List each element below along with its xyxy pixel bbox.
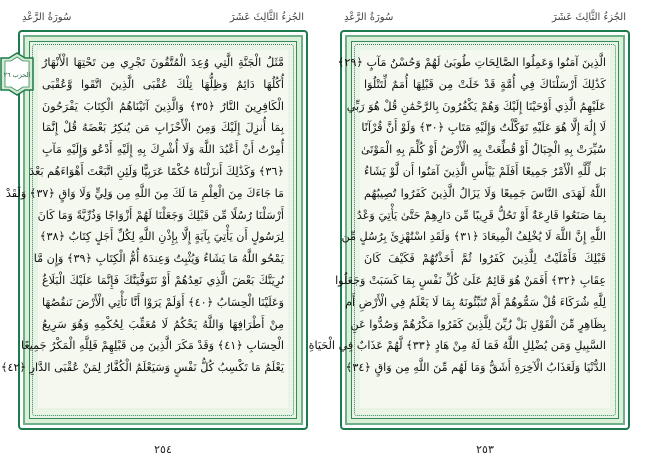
text-line: ﴿٣٦﴾ وَكَذَٰلِكَ أَنزَلْنَاهُ حُكْمًا عَرَبِيًّا وَلَئِنِ اتَّبَعْتَ أَهْوَاءَهُم بَعْدَ bbox=[29, 164, 284, 178]
text-line: اللَّهُ لَهَدَى النَّاسَ جَمِيعًا وَلَا يَزَالُ الَّذِينَ كَفَرُوا تُصِيبُهُم bbox=[364, 186, 606, 200]
text-line: الْحِسَابِ ﴿٤١﴾ وَقَدْ مَكَرَ الَّذِينَ مِن قَبْلِهِمْ فَلِلَّهِ الْمَكْرُ جَمِيعًا bbox=[21, 339, 284, 353]
text-line: قَبْلِكَ فَأَمْلَيْتُ لِلَّذِينَ كَفَرُوا ثُمَّ أَخَذْتُهُمْ فَكَيْفَ كَانَ bbox=[364, 252, 606, 266]
text-line: عَلَيْهِمُ الَّذِي أَوْحَيْنَا إِلَيْكَ وَهُمْ يَكْفُرُونَ بِالرَّحْمَٰنِ قُلْ هُوَ رَبِّي bbox=[346, 99, 606, 113]
text-line: بِمَا أُنزِلَ إِلَيْكَ وَمِنَ الْأَحْزَابِ مَن يُنكِرُ بَعْضَهُ قُلْ إِنَّمَا bbox=[42, 121, 284, 135]
hizb-label: الحزب ٢٦ bbox=[3, 71, 31, 79]
text-line: الَّذِينَ آمَنُوا وَعَمِلُوا الصَّالِحَاتِ طُوبَىٰ لَهُمْ وَحُسْنُ مَآبٍ ﴿٢٩﴾ bbox=[337, 56, 606, 69]
text-line: السَّبِيلِ وَمَن يُضْلِلِ اللَّهُ فَمَا لَهُ مِنْ هَادٍ ﴿٣٣﴾ لَّهُمْ عَذَابٌ فِي الْحَيَاةِ bbox=[308, 339, 606, 353]
text-line: مَا جَاءَكَ مِنَ الْعِلْمِ مَا لَكَ مِنَ اللَّهِ مِن وَلِيٍّ وَلَا وَاقٍ ﴿٣٧﴾ وَلَقَدْ bbox=[5, 186, 284, 200]
text-line: لَا إِلَٰهَ إِلَّا هُوَ عَلَيْهِ تَوَكَّلْتُ وَإِلَيْهِ مَتَابِ ﴿٣٠﴾ وَلَوْ أَنَّ قُرْآنًا bbox=[361, 121, 606, 135]
text-line: اللَّهِ إِنَّ اللَّهَ لَا يُخْلِفُ الْمِيعَادَ ﴿٣١﴾ وَلَقَدِ اسْتُهْزِئَ بِرُسُلٍ مِّن bbox=[341, 230, 606, 244]
text-line: يَعْلَمُ مَا تَكْسِبُ كُلُّ نَفْسٍ وَسَيَعْلَمُ الْكُفَّارُ لِمَنْ عُقْبَى الدَّارِ ﴿٤٢﴾ bbox=[0, 361, 284, 375]
juz-header: الجُزءُ الثَّالِثَ عَشَرَ bbox=[229, 12, 304, 23]
text-line: الْكَافِرِينَ النَّارُ ﴿٣٥﴾ وَالَّذِينَ آتَيْنَاهُمُ الْكِتَابَ يَفْرَحُونَ bbox=[42, 99, 284, 113]
quran-text bbox=[308, 50, 610, 408]
text-line: مِنْ أَطْرَافِهَا وَاللَّهُ يَحْكُمُ لَا مُعَقِّبَ لِحُكْمِهِ وَهُوَ سَرِيعُ bbox=[42, 317, 284, 331]
text-line: يَمْحُو اللَّهُ مَا يَشَاءُ وَيُثْبِتُ وَعِندَهُ أُمُّ الْكِتَابِ ﴿٣٩﴾ وَإِن مَّا bbox=[33, 252, 284, 266]
text-line: نُرِيَنَّكَ بَعْضَ الَّذِي نَعِدُهُمْ أَوْ نَتَوَفَّيَنَّكَ فَإِنَّمَا عَلَيْكَ الْبَلَاغُ bbox=[42, 273, 284, 287]
text-line: بِظَاهِرٍ مِّنَ الْقَوْلِ بَلْ زُيِّنَ لِلَّذِينَ كَفَرُوا مَكْرُهُمْ وَصُدُّوا عَنِ bbox=[350, 317, 606, 331]
page-number: ٢٥٤ bbox=[154, 443, 172, 456]
hizb-marker-icon bbox=[0, 52, 34, 96]
text-line: وَعَلَيْنَا الْحِسَابُ ﴿٤٠﴾ أَوَلَمْ يَرَوْا أَنَّا نَأْتِي الْأَرْضَ نَنقُصُهَا bbox=[42, 295, 284, 309]
text-line: عِقَابِ ﴿٣٢﴾ أَفَمَنْ هُوَ قَائِمٌ عَلَىٰ كُلِّ نَفْسٍ بِمَا كَسَبَتْ وَجَعَلُوا bbox=[335, 273, 606, 287]
surah-header: سُورَةُ الرَّعْدِ bbox=[344, 12, 394, 23]
text-line: بِمَا صَنَعُوا قَارِعَةٌ أَوْ تَحُلُّ قَرِيبًا مِّن دَارِهِمْ حَتَّىٰ يَأْتِيَ وَعْدُ bbox=[356, 208, 606, 222]
text-line: أَرْسَلْنَا رُسُلًا مِّن قَبْلِكَ وَجَعَلْنَا لَهُمْ أَزْوَاجًا وَذُرِّيَّةً وَمَا كَانَ bbox=[37, 208, 284, 222]
text-line: الدُّنْيَا وَلَعَذَابُ الْآخِرَةِ أَشَقُّ وَمَا لَهُم مِّنَ اللَّهِ مِن وَاقٍ ﴿٣٤﴾ bbox=[345, 361, 606, 375]
text-line: لِرَسُولٍ أَن يَأْتِيَ بِآيَةٍ إِلَّا بِإِذْنِ اللَّهِ لِكُلِّ أَجَلٍ كِتَابٌ ﴿٣٨﴾ bbox=[39, 230, 284, 244]
right-page-header bbox=[340, 10, 630, 26]
text-line: أُمِرْتُ أَنْ أَعْبُدَ اللَّهَ وَلَا أُشْرِكَ بِهِ إِلَيْهِ أَدْعُو وَإِلَيْهِ مَآبِ bbox=[42, 143, 284, 157]
surah-header: سُورَةُ الرَّعْدِ bbox=[22, 12, 72, 23]
juz-header: الجُزءُ الثَّالِثَ عَشَرَ bbox=[551, 12, 626, 23]
text-line: سُيِّرَتْ بِهِ الْجِبَالُ أَوْ قُطِّعَتْ بِهِ الْأَرْضُ أَوْ كُلِّمَ بِهِ الْمَوْتَىٰ bbox=[360, 143, 606, 157]
right-page bbox=[308, 12, 630, 456]
left-page-header bbox=[18, 10, 308, 26]
text-line: بَل لِّلَّهِ الْأَمْرُ جَمِيعًا أَفَلَمْ يَيْأَسِ الَّذِينَ آمَنُوا أَن لَّوْ يَشَاءُ bbox=[364, 164, 606, 178]
text-line: أُكُلُهَا دَائِمٌ وَظِلُّهَا تِلْكَ عُقْبَى الَّذِينَ اتَّقَوا وَّعُقْبَى bbox=[42, 77, 284, 91]
text-line: مَّثَلُ الْجَنَّةِ الَّتِي وُعِدَ الْمُتَّقُونَ تَجْرِي مِن تَحْتِهَا الْأَنْهَارُ bbox=[42, 56, 284, 69]
text-line: لِلَّهِ شُرَكَاءَ قُلْ سَمُّوهُمْ أَمْ تُنَبِّئُونَهُ بِمَا لَا يَعْلَمُ فِي الْأَرْضِ أَم bbox=[345, 295, 606, 309]
text-line: كَذَٰلِكَ أَرْسَلْنَاكَ فِي أُمَّةٍ قَدْ خَلَتْ مِن قَبْلِهَا أُمَمٌ لِّتَتْلُوَا bbox=[364, 77, 606, 91]
page-number: ٢٥٣ bbox=[476, 443, 494, 456]
